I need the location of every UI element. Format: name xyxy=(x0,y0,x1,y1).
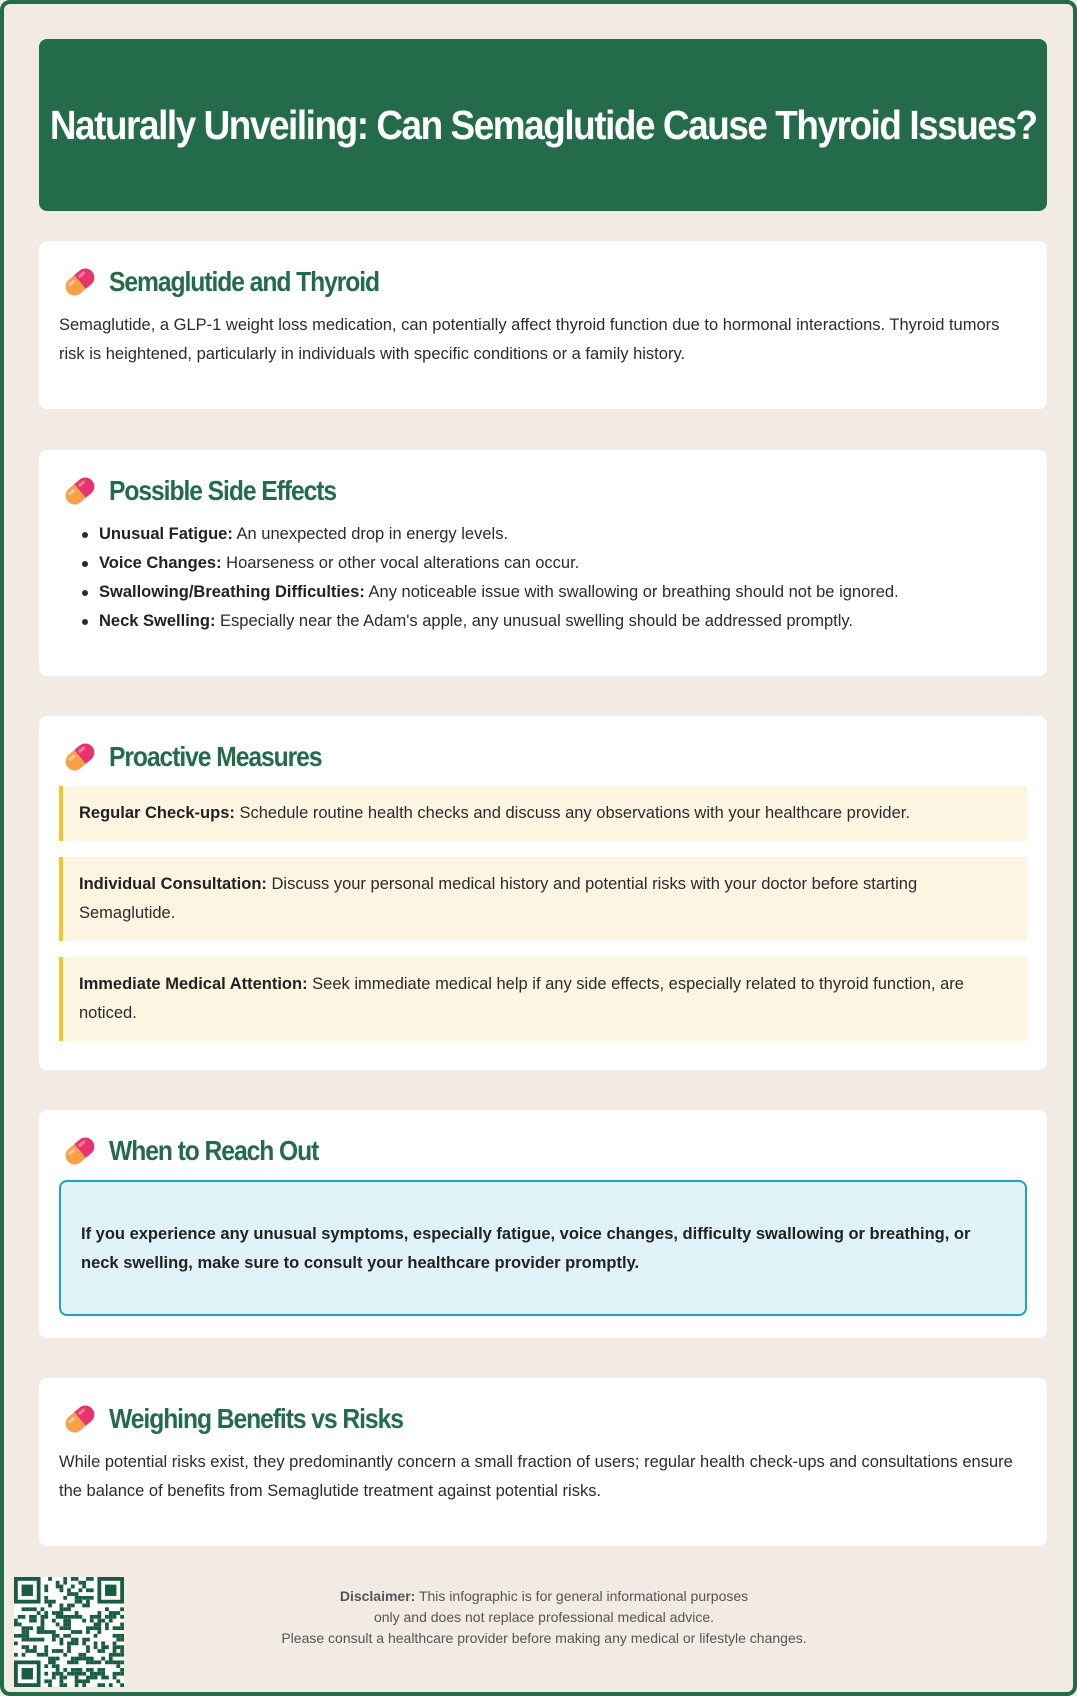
pill-icon xyxy=(63,474,97,508)
section-side-effects xyxy=(39,450,1047,676)
item-text: An unexpected drop in energy levels. xyxy=(232,525,509,543)
item-text: Seek immediate medical help if any side effects, especially related to thyroid function, are noticed. xyxy=(79,975,964,1022)
section-text: While potential risks exist, they predominantly concern a small fraction of users; regular health check-ups and consultations ensure the balance of benefits from Semaglutide treatment against potential risks. xyxy=(59,1453,1013,1500)
item-text: Schedule routine health checks and discuss any observations with your healthcare provider. xyxy=(234,804,910,822)
section-proactive-measures xyxy=(39,716,1047,1070)
pill-icon xyxy=(63,265,97,299)
disclaimer-label: Disclaimer: xyxy=(339,1588,416,1604)
item-text: Discuss your personal medical history and potential risks with your doctor before starting Semaglutide. xyxy=(79,875,918,922)
measures-list xyxy=(59,786,1027,1041)
disclaimer xyxy=(184,1586,904,1649)
section-text: Semaglutide, a GLP-1 weight loss medication, can potentially affect thyroid function due to hormonal interactions. Thyroid tumors risk is heightened, particularly in individuals with specific conditions or a family history. xyxy=(59,316,1000,363)
disclaimer-line-3: Please consult a healthcare provider before making any medical or lifestyle changes. xyxy=(281,1630,807,1646)
reach-out-callout: If you experience any unusual symptoms, especially fatigue, voice changes, difficulty swallowing or breathing, or neck swelling, make sure to consult your healthcare provider promptly. xyxy=(59,1180,1027,1316)
section-title: Possible Side Effects xyxy=(109,475,337,506)
measure-item xyxy=(59,857,1027,941)
list-item xyxy=(81,549,1027,578)
section-header xyxy=(63,738,1027,776)
section-title: Proactive Measures xyxy=(109,741,322,772)
item-label: Swallowing/Breathing Difficulties: xyxy=(99,583,365,601)
pill-icon xyxy=(63,1134,97,1168)
side-effects-list xyxy=(59,520,1027,636)
footer xyxy=(4,1574,1077,1694)
item-label: Voice Changes: xyxy=(99,554,222,572)
item-text: Especially near the Adam's apple, any unusual swelling should be addressed promptly. xyxy=(215,612,854,630)
measure-item xyxy=(59,786,1027,841)
section-header xyxy=(63,1132,1027,1170)
item-text: Any noticeable issue with swallowing or breathing should not be ignored. xyxy=(364,583,899,601)
item-label: Neck Swelling: xyxy=(99,612,216,630)
section-benefits-vs-risks xyxy=(39,1378,1047,1546)
section-header xyxy=(63,263,1027,301)
pill-icon xyxy=(63,740,97,774)
item-label: Immediate Medical Attention: xyxy=(79,975,308,993)
section-title: Weighing Benefits vs Risks xyxy=(109,1403,403,1434)
list-item xyxy=(81,578,1027,607)
item-label: Unusual Fatigue: xyxy=(99,525,233,543)
page-title: Naturally Unveiling: Can Semaglutide Cause Thyroid Issues? xyxy=(49,101,1037,148)
section-title: When to Reach Out xyxy=(109,1135,319,1166)
section-semaglutide-thyroid xyxy=(39,241,1047,409)
list-item xyxy=(81,607,1027,636)
section-header xyxy=(63,1400,1027,1438)
section-when-to-reach-out xyxy=(39,1110,1047,1338)
item-text: Hoarseness or other vocal alterations can occur. xyxy=(221,554,580,572)
header-banner xyxy=(39,39,1047,211)
measure-item xyxy=(59,957,1027,1041)
disclaimer-line-2: only and does not replace professional medical advice. xyxy=(373,1609,715,1625)
qr-code-icon[interactable] xyxy=(14,1577,124,1687)
item-label: Regular Check-ups: xyxy=(79,804,235,822)
pill-icon xyxy=(63,1402,97,1436)
list-item xyxy=(81,520,1027,549)
disclaimer-line-1: This infographic is for general informational purposes xyxy=(415,1588,749,1604)
section-title: Semaglutide and Thyroid xyxy=(109,266,380,297)
section-header xyxy=(63,472,1027,510)
item-label: Individual Consultation: xyxy=(79,875,267,893)
